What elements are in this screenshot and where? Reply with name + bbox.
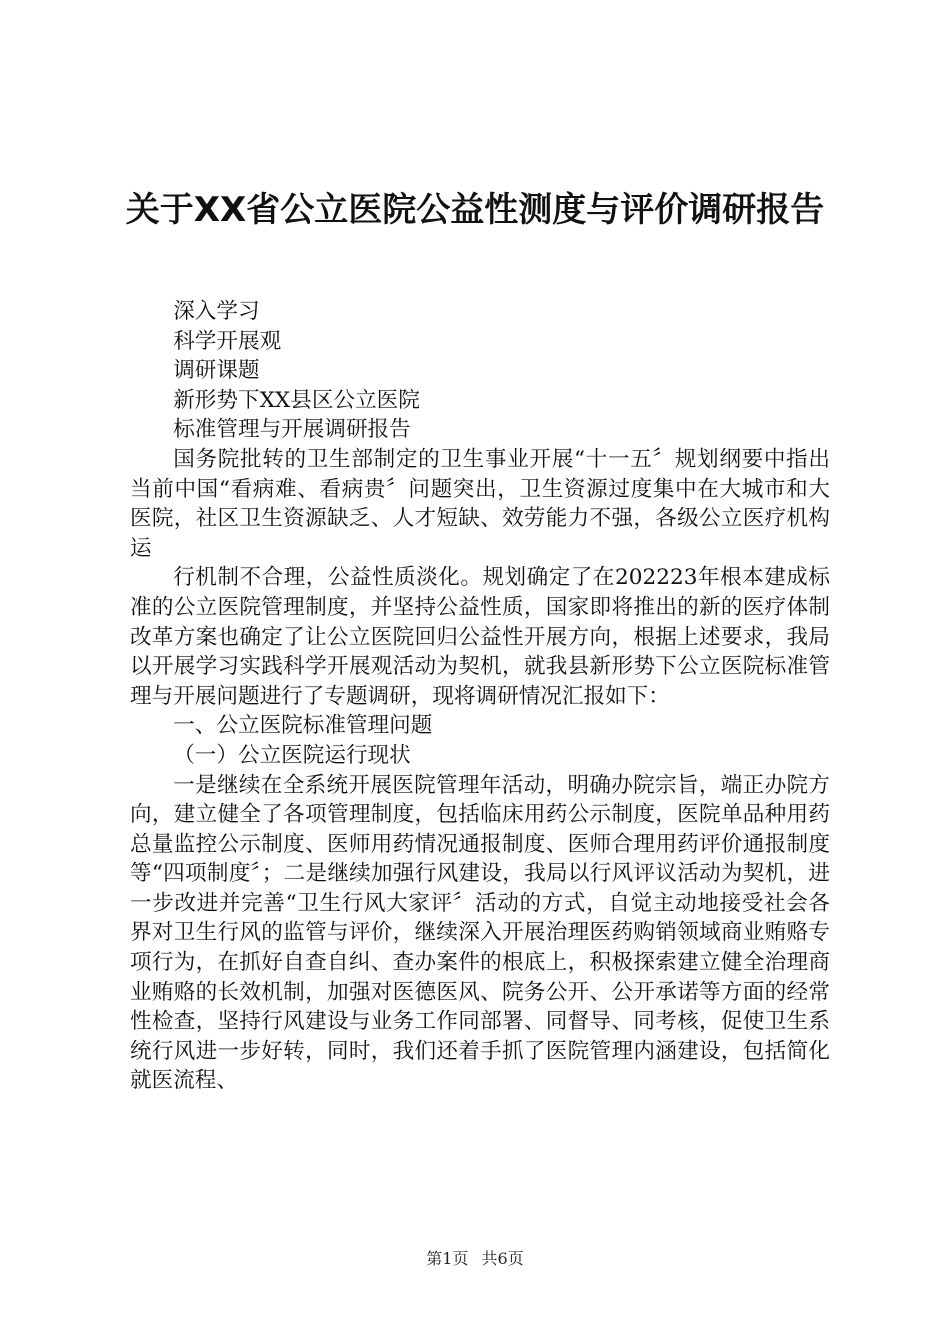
paragraph: 调研课题: [173, 358, 260, 384]
paragraph: 深入学习: [173, 299, 260, 324]
paragraph: 一是继续在全系统开展医院管理年活动，明确办院宗旨，端正办院方向，建立健全了各项管理制度，包括临床用药公示制度，医院单品种用药总量监控公示制度、医师用药情况通报制度、医师合理用药评价通报制度等“四项制度〞；二是继续加强行风建设，我局以行风评议活动为契机，进一步改进并完善“卫生行风大家评〞活动的方式，自觉主动地接受社会各界对卫生行风的监管与评价，继续深入开展治理医药购销领域商业贿赂专项行为，在抓好自查自纠、查办案件的根底上，积极探索建立健全治理商业贿赂的长效机制，加强对医德医风、院务公开、公开承诺等方面的经常性检查，坚持行风建设与业务工作同部署、同督导、同考核，促使卫生系统行风进一步好转，同时，我们还着手抓了医院管理内涵建设，包括简化就医流程、: [130, 772, 830, 1094]
paragraph: 新形势下XX县区公立医院: [173, 387, 420, 413]
section-heading: 一、公立医院标准管理问题: [173, 713, 433, 739]
subsection-heading: （一）公立医院运行现状: [173, 742, 411, 768]
document-body: [130, 297, 830, 1096]
paragraph: 标准管理与开展调研报告: [173, 417, 411, 443]
paragraph: 行机制不合理，公益性质淡化。规划确定了在202223年根本建成标准的公立医院管理制度，并坚持公益性质，国家即将推出的新的医疗体制改革方案也确定了让公立医院回归公益性开展方向，根据上述要求，我局以开展学习实践科学开展观活动为契机，就我县新形势下公立医院标准管理与开展问题进行了专题调研，现将调研情况汇报如下：: [130, 565, 830, 709]
paragraph: 科学开展观: [173, 328, 282, 354]
paragraph: 国务院批转的卫生部制定的卫生事业开展“十一五〞规划纲要中指出当前中国“看病难、看病贵〞问题突出，卫生资源过度集中在大城市和大医院，社区卫生资源缺乏、人才短缺、效劳能力不强，各级公立医疗机构运: [130, 446, 830, 561]
page-footer: [0, 1246, 950, 1269]
page-total: 共6页: [481, 1249, 524, 1268]
page-number: 第1页: [426, 1249, 469, 1268]
document-title: 关于XX省公立医院公益性测度与评价调研报告: [125, 190, 825, 230]
